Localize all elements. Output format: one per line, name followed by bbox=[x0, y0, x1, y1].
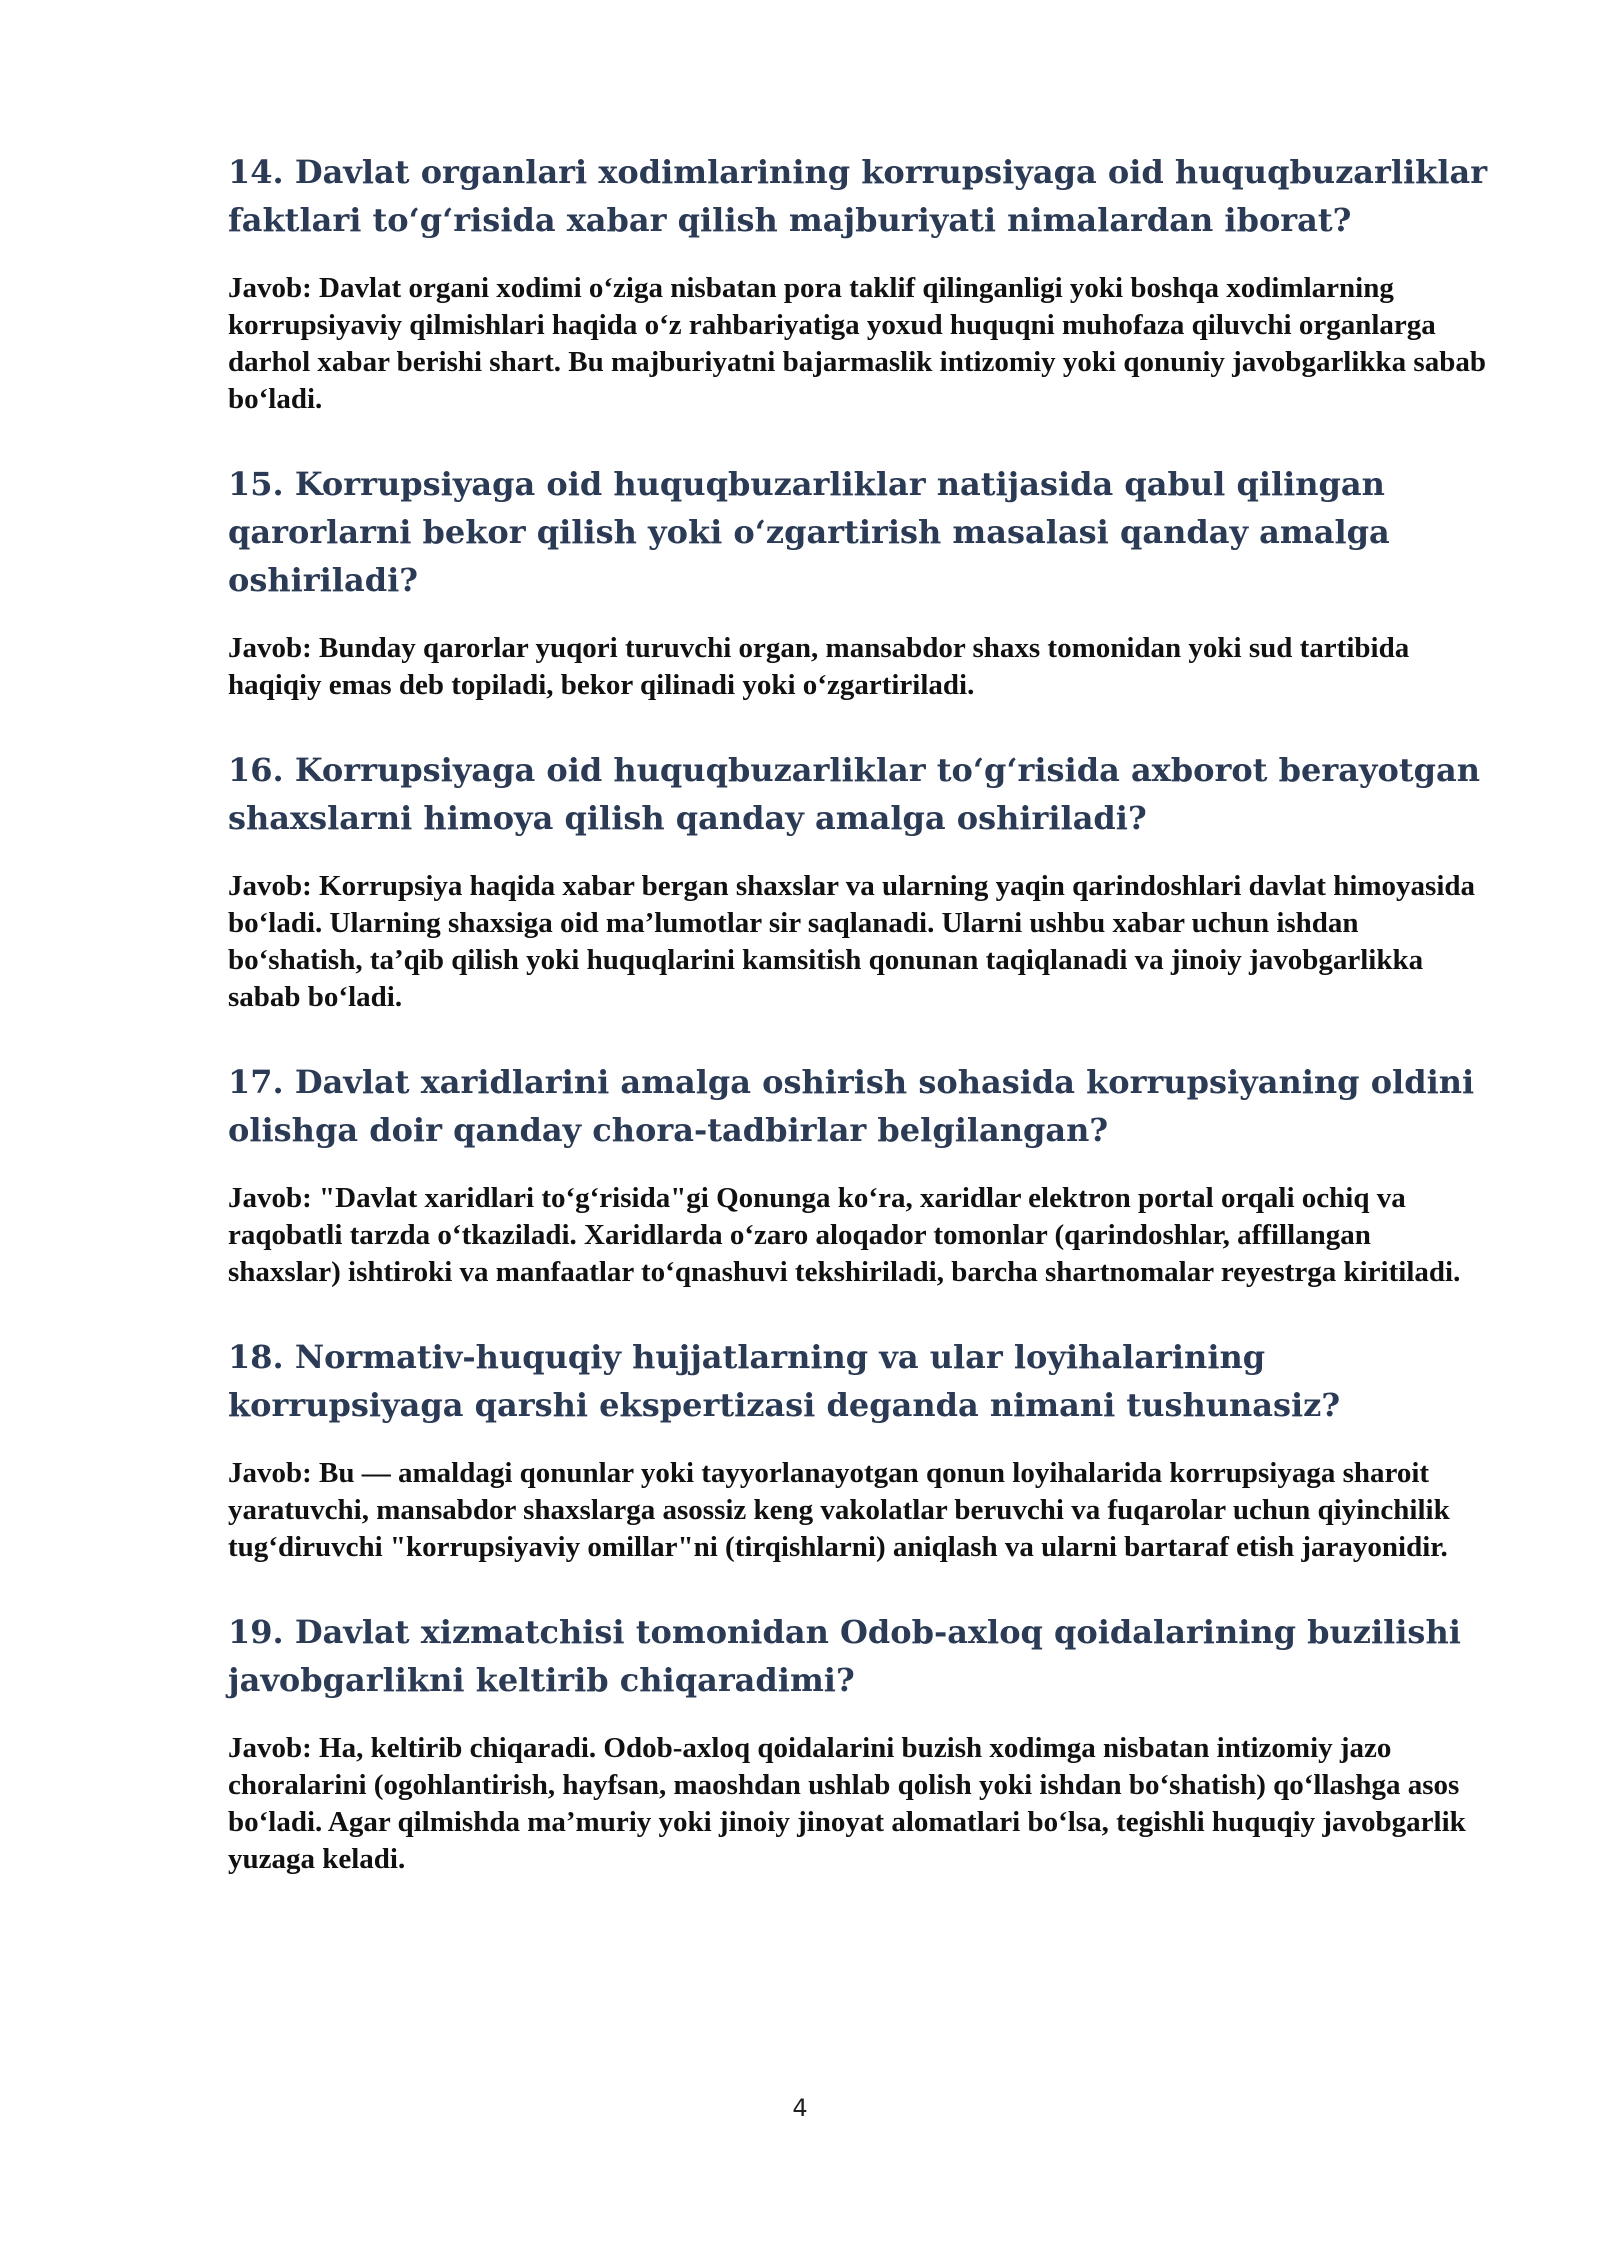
answer-paragraph: Javob: Davlat organi xodimi o‘ziga nisbatan pora taklif qilinganligi yoki boshqa xodimlarning korrupsiyaviy qilmishlari haqida o‘z rahbariyatiga yoxud huquqni muhofaza qiluvchi organlarga darhol xabar berishi shart. Bu majburiyatni bajarmaslik intizomiy yoki qonuniy javobgarlikka sabab bo‘ladi. bbox=[228, 272, 1486, 415]
qa-item-19 bbox=[228, 1608, 1488, 1878]
question-heading: 19. Davlat xizmatchisi tomonidan Odob-axloq qoidalarining buzilishi javobgarlikni keltirib chiqaradimi? bbox=[228, 1613, 1461, 1699]
answer-paragraph: Javob: Bunday qarorlar yuqori turuvchi organ, mansabdor shaxs tomonidan yoki sud tartibida haqiqiy emas deb topiladi, bekor qilinadi yoki o‘zgartiriladi. bbox=[228, 632, 1410, 701]
page-content bbox=[228, 148, 1488, 1920]
question-heading: 18. Normativ-huquqiy hujjatlarning va ular loyihalarining korrupsiyaga qarshi ekspertizasi deganda nimani tushunasiz? bbox=[228, 1338, 1341, 1424]
answer-paragraph: Javob: Ha, keltirib chiqaradi. Odob-axloq qoidalarini buzish xodimga nisbatan intizomiy jazo choralarini (ogohlantirish, hayfsan, maoshdan ushlab qolish yoki ishdan bo‘shatish) qo‘llashga asos bo‘ladi. Agar qilmishda ma’muriy yoki jinoiy jinoyat alomatlari bo‘lsa, tegishli huquqiy javobgarlik yuzaga keladi. bbox=[228, 1732, 1466, 1875]
answer-paragraph: Javob: Bu — amaldagi qonunlar yoki tayyorlanayotgan qonun loyihalarida korrupsiyaga sharoit yaratuvchi, mansabdor shaxslarga asossiz keng vakolatlar beruvchi va fuqarolar uchun qiyinchilik tug‘diruvchi "korrupsiyaviy omillar"ni (tirqishlarni) aniqlash va ularni bartaraf etish jarayonidir. bbox=[228, 1457, 1450, 1563]
question-heading: 16. Korrupsiyaga oid huquqbuzarliklar to‘g‘risida axborot berayotgan shaxslarni himoya qilish qanday amalga oshiriladi? bbox=[228, 751, 1481, 837]
answer-paragraph: Javob: "Davlat xaridlari to‘g‘risida"gi Qonunga ko‘ra, xaridlar elektron portal orqali ochiq va raqobatli tarzda o‘tkaziladi. Xaridlarda o‘zaro aloqador tomonlar (qarindoshlar, affillangan shaxslar) ishtiroki va manfaatlar to‘qnashuvi tekshiriladi, barcha shartnomalar reyestrga kiritiladi. bbox=[228, 1182, 1461, 1288]
qa-item-17 bbox=[228, 1058, 1488, 1291]
qa-item-14 bbox=[228, 148, 1488, 418]
question-heading: 14. Davlat organlari xodimlarining korrupsiyaga oid huquqbuzarliklar faktlari to‘g‘risida xabar qilish majburiyati nimalardan iborat? bbox=[228, 153, 1488, 239]
qa-item-15 bbox=[228, 460, 1488, 704]
question-heading: 15. Korrupsiyaga oid huquqbuzarliklar natijasida qabul qilingan qarorlarni bekor qilish yoki o‘zgartirish masalasi qanday amalga oshiriladi? bbox=[228, 465, 1390, 599]
qa-item-16 bbox=[228, 746, 1488, 1016]
qa-item-18 bbox=[228, 1333, 1488, 1566]
question-heading: 17. Davlat xaridlarini amalga oshirish sohasida korrupsiyaning oldini olishga doir qanday chora-tadbirlar belgilangan? bbox=[228, 1063, 1475, 1149]
answer-paragraph: Javob: Korrupsiya haqida xabar bergan shaxslar va ularning yaqin qarindoshlari davlat himoyasida bo‘ladi. Ularning shaxsiga oid ma’lumotlar sir saqlanadi. Ularni ushbu xabar uchun ishdan bo‘shatish, ta’qib qilish yoki huquqlarini kamsitish qonunan taqiqlanadi va jinoiy javobgarlikka sabab bo‘ladi. bbox=[228, 870, 1476, 1013]
page-number: 4 bbox=[792, 2094, 808, 2122]
